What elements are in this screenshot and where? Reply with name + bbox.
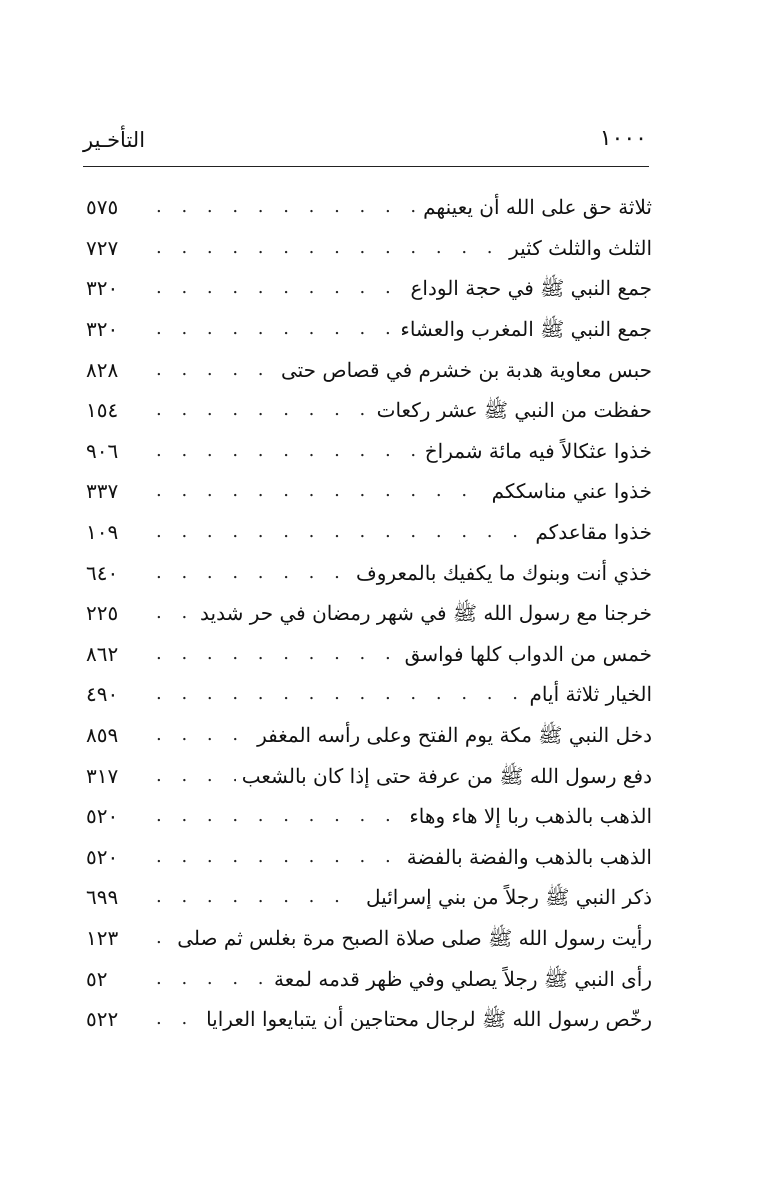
leader-dots (156, 442, 419, 460)
index-entry (86, 431, 652, 472)
entry-page-number: ٥٧٥ (86, 195, 119, 220)
leader-dots (156, 198, 417, 216)
index-entry (86, 349, 652, 390)
index-entry (86, 837, 652, 878)
entry-text: خرجنا مع رسول الله ﷺ في شهر رمضان في حر شديد (200, 601, 652, 626)
leader-dots (156, 1010, 200, 1028)
entry-text: دفع رسول الله ﷺ من عرفة حتى إذا كان بالشعب (241, 763, 652, 788)
leader-dots (156, 523, 529, 541)
leader-dots (156, 767, 236, 785)
entry-text: خذي أنت وبنوك ما يكفيك بالمعروف (356, 560, 652, 585)
entry-page-number: ٣٣٧ (86, 479, 119, 504)
index-entry (86, 268, 652, 309)
entry-page-number: ١٠٩ (86, 520, 119, 545)
entry-text: الخيار ثلاثة أيام (529, 682, 652, 707)
index-entry (86, 228, 652, 269)
leader-dots (156, 645, 399, 663)
entry-text: جمع النبي ﷺ المغرب والعشاء (400, 317, 652, 342)
index-entry (86, 593, 652, 634)
entry-page-number: ٣١٧ (86, 763, 119, 788)
entry-page-number: ٢٢٥ (86, 601, 119, 626)
index-entry (86, 552, 652, 593)
leader-dots (156, 685, 524, 703)
leader-dots (156, 929, 171, 947)
index-entry (86, 471, 652, 512)
entry-page-number: ٥٢٠ (86, 844, 119, 869)
index-entry (86, 674, 652, 715)
header-rule (83, 166, 649, 167)
leader-dots (156, 604, 194, 622)
entry-page-number: ٣٢٠ (86, 276, 119, 301)
entry-text: حفظت من النبي ﷺ عشر ركعات (376, 398, 652, 423)
entry-page-number: ٣٢٠ (86, 317, 119, 342)
entry-page-number: ٦٤٠ (86, 560, 119, 585)
entry-page-number: ٥٢٢ (86, 1007, 119, 1032)
entry-text: حبس معاوية هدبة بن خشرم في قصاص حتى (280, 357, 652, 382)
entry-page-number: ٤٩٠ (86, 682, 119, 707)
index-entry (86, 512, 652, 553)
index-entry (86, 877, 652, 918)
entry-text: خذوا مقاعدكم (535, 520, 652, 545)
entry-page-number: ١٥٤ (86, 398, 119, 423)
index-list (86, 187, 652, 1039)
leader-dots (156, 401, 371, 419)
entry-text: خذوا عثكالاً فيه مائة شمراخ (424, 438, 652, 463)
index-entry (86, 999, 652, 1040)
entry-page-number: ٩٠٦ (86, 438, 119, 463)
running-header (83, 124, 649, 160)
index-entry (86, 918, 652, 959)
page-number: ١٠٠٠ (599, 126, 647, 151)
leader-dots (156, 361, 275, 379)
leader-dots (156, 279, 404, 297)
leader-dots (156, 970, 268, 988)
entry-text: دخل النبي ﷺ مكة يوم الفتح وعلى رأسه المغفر (257, 723, 652, 748)
entry-text: خمس من الدواب كلها فواسق (404, 641, 652, 666)
entry-text: رأى النبي ﷺ رجلاً يصلي وفي ظهر قدمه لمعة (273, 966, 652, 991)
entry-page-number: ٧٢٧ (86, 235, 119, 260)
entry-page-number: ٥٢٠ (86, 804, 119, 829)
leader-dots (156, 807, 403, 825)
entry-text: الثلث والثلث كثير (509, 235, 652, 260)
entry-text: الذهب بالذهب ربا إلا هاء وهاء (409, 804, 652, 829)
entry-page-number: ٦٩٩ (86, 885, 119, 910)
entry-page-number: ١٢٣ (86, 925, 119, 950)
index-entry (86, 390, 652, 431)
entry-page-number: ٨٢٨ (86, 357, 119, 382)
leader-dots (156, 482, 486, 500)
leader-dots (156, 564, 350, 582)
leader-dots (156, 848, 401, 866)
entry-text: خذوا عني مناسككم (491, 479, 652, 504)
index-entry (86, 634, 652, 675)
index-entry (86, 187, 652, 228)
entry-text: ثلاثة حق على الله أن يعينهم (423, 195, 652, 220)
entry-page-number: ٨٦٢ (86, 641, 119, 666)
leader-dots (156, 888, 360, 906)
entry-text: رأيت رسول الله ﷺ صلى صلاة الصبح مرة بغلس ثم صلى (177, 925, 652, 950)
entry-text: رخّص رسول الله ﷺ لرجال محتاجين أن يتبايعوا العرايا (206, 1007, 652, 1032)
index-entry (86, 309, 652, 350)
entry-page-number: ٨٥٩ (86, 723, 119, 748)
leader-dots (156, 726, 251, 744)
header-title: التأخـير (83, 128, 146, 152)
entry-page-number: ٥٢ (86, 966, 108, 991)
entry-text: الذهب بالذهب والفضة بالفضة (406, 844, 652, 869)
entry-text: ذكر النبي ﷺ رجلاً من بني إسرائيل (366, 885, 652, 910)
index-entry (86, 796, 652, 837)
leader-dots (156, 239, 503, 257)
index-entry (86, 958, 652, 999)
leader-dots (156, 320, 394, 338)
entry-text: جمع النبي ﷺ في حجة الوداع (410, 276, 652, 301)
index-entry (86, 715, 652, 756)
index-entry (86, 755, 652, 796)
